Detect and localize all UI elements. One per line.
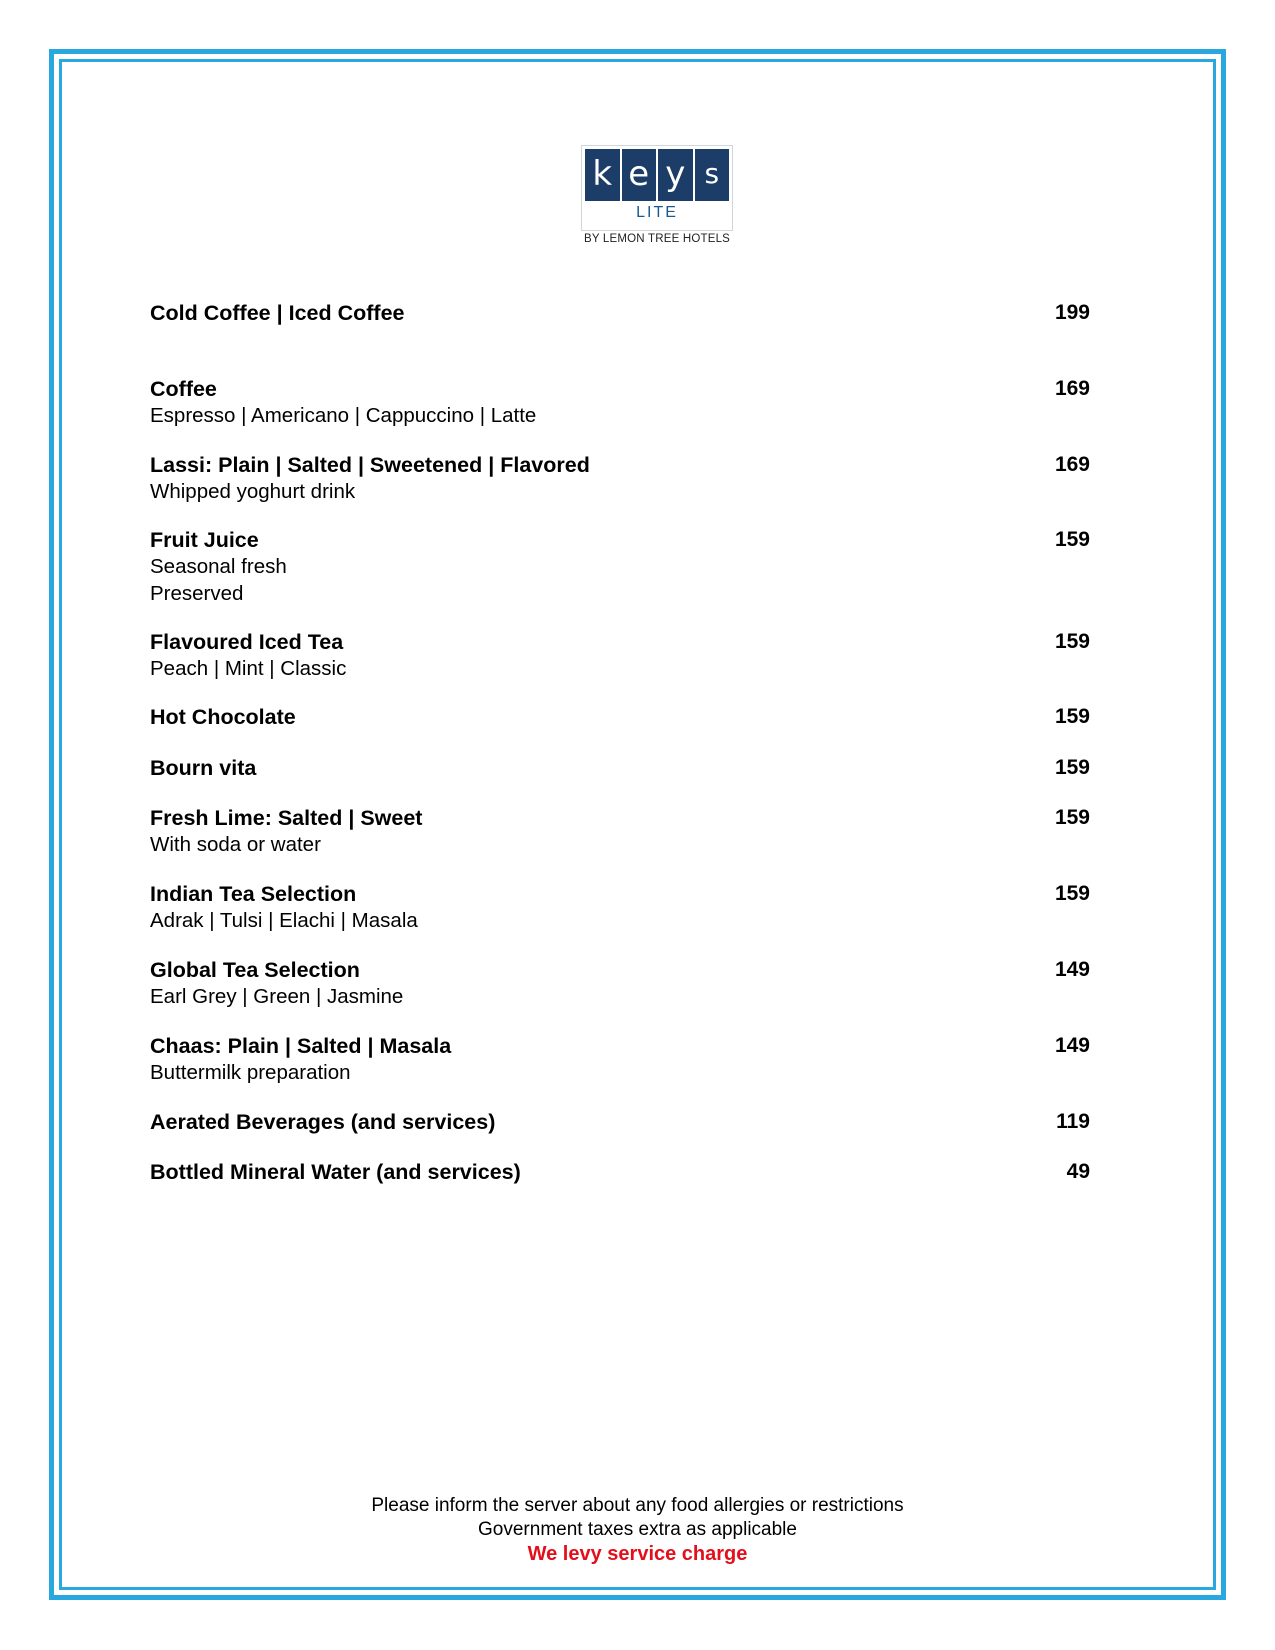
menu-item bbox=[150, 300, 1090, 326]
menu-item-price: 119 bbox=[1056, 1110, 1090, 1133]
menu-item-price: 159 bbox=[1054, 705, 1090, 728]
service-charge-note: We levy service charge bbox=[527, 1543, 748, 1565]
menu-item bbox=[150, 1109, 1090, 1135]
logo-box bbox=[581, 145, 733, 231]
logo-letter: y bbox=[658, 149, 695, 201]
menu-item-name: Lassi: Plain | Salted | Sweetened | Flavored bbox=[150, 453, 590, 477]
menu-item bbox=[150, 957, 1090, 1010]
logo-tagline: BY LEMON TREE HOTELS bbox=[583, 233, 731, 245]
logo-letter: e bbox=[622, 149, 659, 201]
menu-item-name: Flavoured Iced Tea bbox=[150, 630, 344, 654]
menu-item bbox=[150, 1033, 1090, 1086]
menu-item-price: 159 bbox=[1054, 806, 1090, 829]
menu-item-price: 149 bbox=[1054, 1034, 1090, 1057]
menu-item-price: 149 bbox=[1054, 958, 1090, 981]
menu-item-name: Indian Tea Selection bbox=[150, 882, 357, 906]
allergy-note: Please inform the server about any food allergies or restrictions bbox=[371, 1495, 904, 1516]
logo-letters bbox=[585, 149, 729, 201]
menu-item bbox=[150, 755, 1090, 781]
menu-item bbox=[150, 629, 1090, 682]
logo-letter: k bbox=[585, 149, 622, 201]
menu-item-price: 49 bbox=[1066, 1160, 1090, 1183]
menu-item-name: Bottled Mineral Water (and services) bbox=[150, 1160, 521, 1184]
menu-item-name: Fruit Juice bbox=[150, 528, 259, 552]
menu-item-description: Peach | Mint | Classic bbox=[150, 657, 347, 680]
menu-item-description: Preserved bbox=[150, 582, 244, 605]
logo-subtitle: LITE bbox=[636, 204, 678, 221]
footer-notes bbox=[0, 1494, 1275, 1566]
menu-item bbox=[150, 881, 1090, 934]
menu-item bbox=[150, 805, 1090, 858]
menu-item-price: 169 bbox=[1054, 453, 1090, 476]
menu-item-description: Espresso | Americano | Cappuccino | Latte bbox=[150, 404, 537, 427]
menu-item-name: Fresh Lime: Salted | Sweet bbox=[150, 806, 423, 830]
menu-item bbox=[150, 452, 1090, 505]
menu-item-description: Buttermilk preparation bbox=[150, 1061, 351, 1084]
menu-item-name: Cold Coffee | Iced Coffee bbox=[150, 301, 405, 325]
menu-item-name: Bourn vita bbox=[150, 756, 257, 780]
menu-item bbox=[150, 1159, 1090, 1185]
tax-note: Government taxes extra as applicable bbox=[478, 1519, 797, 1540]
hotel-logo bbox=[578, 145, 736, 245]
menu-item-description: Seasonal fresh bbox=[150, 555, 287, 578]
menu-item bbox=[150, 527, 1090, 607]
logo-letter: s bbox=[704, 157, 720, 190]
menu-item-price: 159 bbox=[1054, 528, 1090, 551]
menu-item bbox=[150, 376, 1090, 429]
menu-item-description: Adrak | Tulsi | Elachi | Masala bbox=[150, 909, 418, 932]
menu-item-name: Global Tea Selection bbox=[150, 958, 360, 982]
menu-item-name: Aerated Beverages (and services) bbox=[150, 1110, 496, 1134]
menu-item-name: Coffee bbox=[150, 377, 217, 401]
menu-item-price: 199 bbox=[1054, 301, 1090, 324]
menu-item-price: 159 bbox=[1054, 756, 1090, 779]
menu-item bbox=[150, 704, 1090, 730]
menu-item-name: Hot Chocolate bbox=[150, 705, 296, 729]
menu-item-price: 169 bbox=[1054, 377, 1090, 400]
menu-item-description: Whipped yoghurt drink bbox=[150, 480, 356, 503]
menu-item-name: Chaas: Plain | Salted | Masala bbox=[150, 1034, 452, 1058]
menu-item-description: Earl Grey | Green | Jasmine bbox=[150, 985, 404, 1008]
menu-item-description: With soda or water bbox=[150, 833, 321, 856]
menu-item-price: 159 bbox=[1054, 882, 1090, 905]
menu-item-price: 159 bbox=[1054, 630, 1090, 653]
